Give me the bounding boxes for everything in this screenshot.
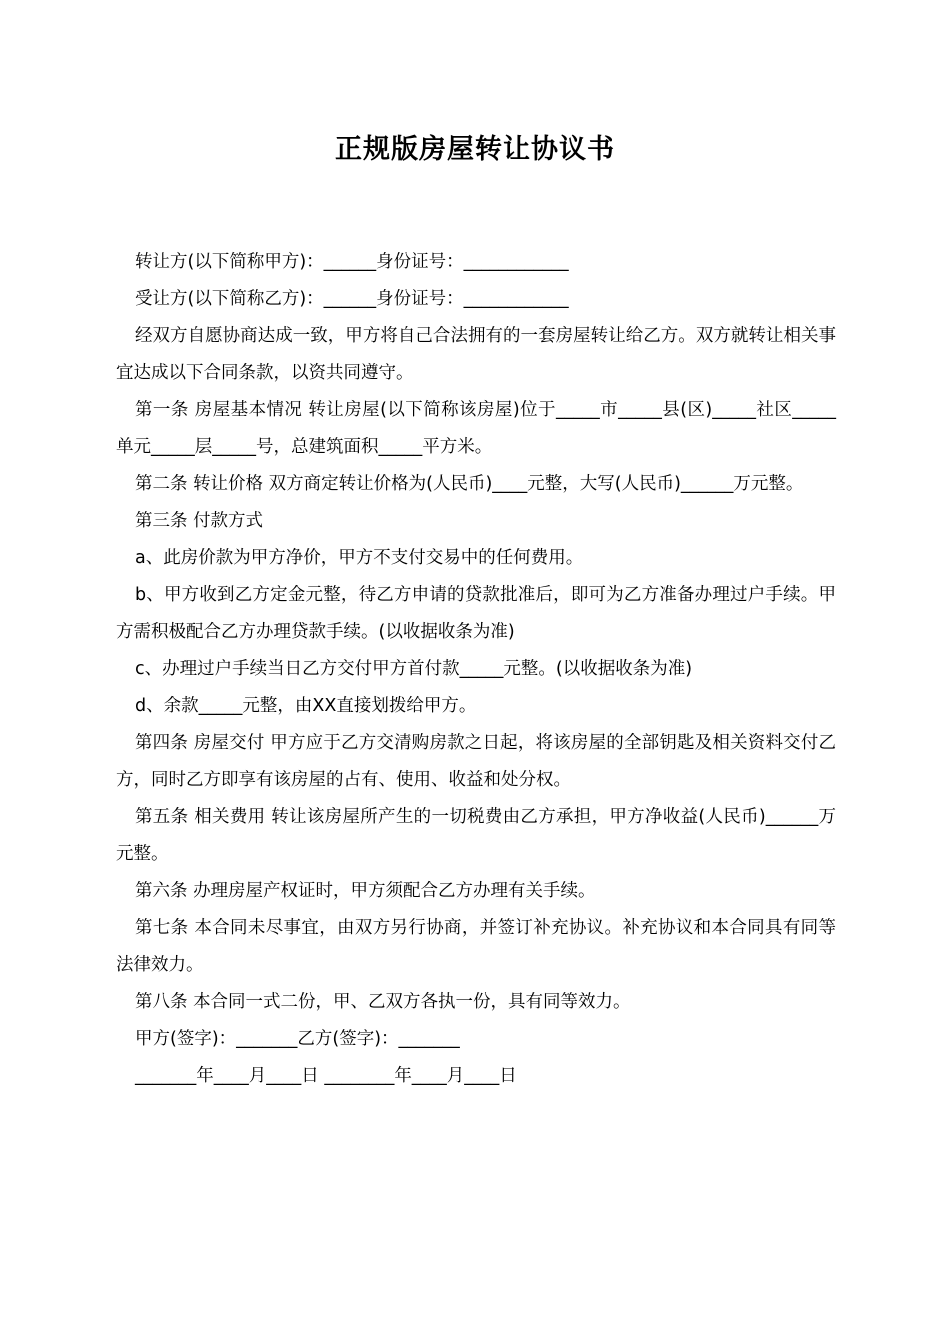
- preamble: 经双方自愿协商达成一致，甲方将自己合法拥有的一套房屋转让给乙方。双方就转让相关事宜达成以下合同条款，以资共同遵守。: [116, 326, 836, 383]
- document-body: [116, 244, 836, 1095]
- article-3-item-c: c、办理过户手续当日乙方交付甲方首付款_____元整。(以收据收条为准): [135, 659, 693, 679]
- article-3-item-b: b、甲方收到乙方定金元整，待乙方申请的贷款批准后，即可为乙方准备办理过户手续。甲方需积极配合乙方办理贷款手续。(以收据收条为准): [116, 585, 836, 642]
- date-line: _______年____月____日 ________年____月____日: [135, 1066, 517, 1086]
- article-2: 第二条 转让价格 双方商定转让价格为(人民币)____元整，大写(人民币)______万元整。: [135, 474, 804, 494]
- article-8: 第八条 本合同一式二份，甲、乙双方各执一份，具有同等效力。: [135, 992, 631, 1012]
- transferee-line: 受让方(以下简称乙方)：______身份证号：____________: [135, 289, 569, 309]
- article-3-item-a: a、此房价款为甲方净价，甲方不支付交易中的任何费用。: [135, 548, 584, 568]
- article-6: 第六条 办理房屋产权证时，甲方须配合乙方办理有关手续。: [135, 881, 596, 901]
- document-title: 正规版房屋转让协议书: [335, 134, 615, 165]
- signature-line: 甲方(签字)：_______乙方(签字)：_______: [135, 1029, 460, 1049]
- article-3-item-d: d、余款_____元整，由XX直接划拨给甲方。: [135, 696, 477, 716]
- article-3-heading: 第三条 付款方式: [135, 511, 264, 531]
- article-4: 第四条 房屋交付 甲方应于乙方交清购房款之日起，将该房屋的全部钥匙及相关资料交付乙方，同时乙方即享有该房屋的占有、使用、收益和处分权。: [116, 733, 836, 790]
- article-1: 第一条 房屋基本情况 转让房屋(以下简称该房屋)位于_____市_____县(区)_____社区_____单元_____层_____号，总建筑面积_____平方米。: [116, 400, 836, 457]
- transferor-line: 转让方(以下简称甲方)：______身份证号：____________: [135, 252, 569, 272]
- article-5: 第五条 相关费用 转让该房屋所产生的一切税费由乙方承担，甲方净收益(人民币)______万元整。: [116, 807, 836, 864]
- article-7: 第七条 本合同未尽事宜，由双方另行协商，并签订补充协议。补充协议和本合同具有同等法律效力。: [116, 918, 836, 975]
